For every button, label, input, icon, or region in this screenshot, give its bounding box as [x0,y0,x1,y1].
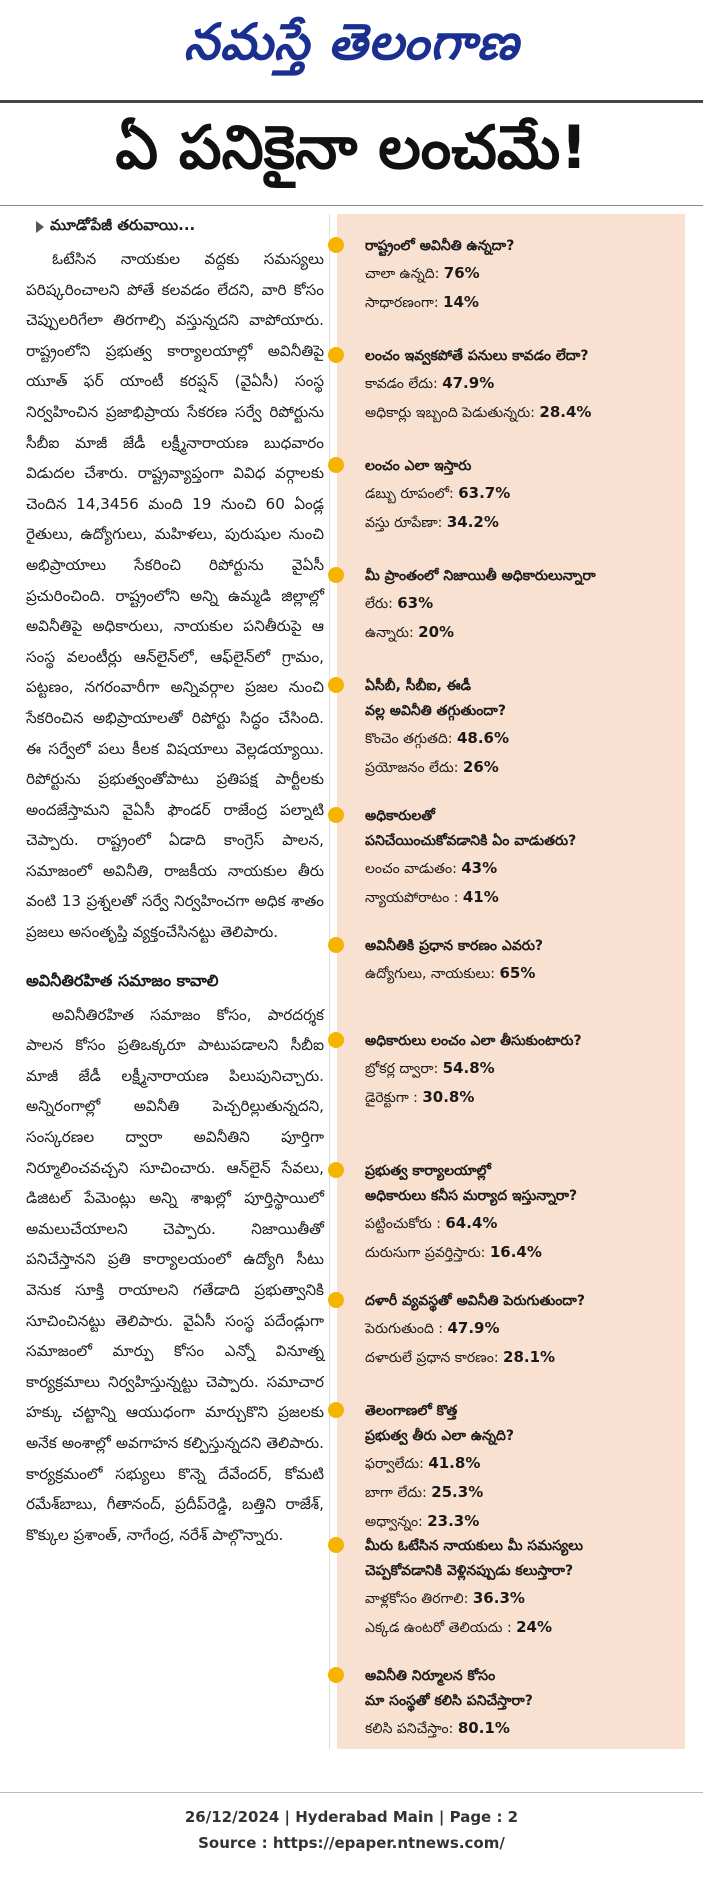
newspaper-logo: నమస్తే తెలంగాణ [183,11,520,71]
answer-percentage: 41.8% [428,1454,481,1472]
bullet-dot-icon [328,1162,344,1178]
survey-question: ప్రభుత్వ తీరు ఎలా ఉన్నది? [365,1428,515,1444]
answer-label: దురుసుగా ప్రవర్తిస్తారు: [365,1245,490,1261]
answer-percentage: 63.7% [458,484,511,502]
chevron-right-icon [36,221,44,233]
bullet-dot-icon [328,677,344,693]
survey-question: ఏసీబీ, సీబీఐ, ఈడీ [365,678,472,694]
survey-item [337,804,685,912]
survey-question: అధికారులతో [365,808,435,824]
bullet-dot-icon [328,1537,344,1553]
survey-answer [365,618,685,647]
survey-answer [365,369,685,398]
article-paragraph-2: అవినీతిరహిత సమాజం కోసం, పారదర్శక పాలన కోసం ప్రతిఒక్కరూ పాటుపడాలని సీబీఐ మాజీ జేడీ లక్ష్మీనారాయణ పిలుపునిచ్చారు. అన్నిరంగాల్లో అవినీతి పెచ్చరిల్లుతున్నదని, సంస్కరణల ద్వారా అవినీతిని పూర్తిగా నిర్మూలించవచ్చని సూచించారు. ఆన్‌లైన్ సేవలు, డిజిటల్ పేమెంట్లు అన్ని శాఖల్లో పూర్తిస్థాయిలో అమలుచేయాలని చెప్పారు. నిజాయితీతో పనిచేస్తానని ప్రతి కార్యాలయంలో ఉద్యోగి సీటు వెనుక సూక్తి రాయాలని గతేడాది ప్రభుత్వానికి సూచించినట్టు తెలిపారు. వైఏసీ సంస్థ పదేండ్లుగా సమాజంలో మార్పు కోసం ఎన్నో వినూత్న కార్యక్రమాలు నిర్వహిస్తున్నట్టు చెప్పారు. సమాచార హక్కు చట్టాన్ని ఆయుధంగా మార్చుకొని ప్రజలకు అనేక అంశాల్లో అవగాహన కల్పిస్తున్నదని తెలిపారు. కార్యక్రమంలో సభ్యులు కొన్నె దేవేందర్, కోమటి రమేశ్‌బాబు, గీతానంద్, ప్రదీప్‌రెడ్డి, బత్తిని రాజేశ్, కొక్కుల ప్రశాంత్, నాగేంద్ర, నరేశ్ పాల్గొన్నారు. [26,1005,324,1544]
answer-label: అధ్వాన్నం: [365,1514,428,1530]
survey-answer [365,1238,685,1267]
headline-rule [0,205,703,206]
survey-item [337,934,685,988]
survey-answer [365,1478,685,1507]
article-paragraph-1: ఓటేసిన నాయకుల వద్దకు సమస్యలు పరిష్కరించాలని పోతే కలవడం లేదని, వారి కోసం చెప్పులరిగేలా తిరగాల్సి వస్తున్నదని వాపోయారు. రాష్ట్రంలోని ప్రభుత్వ కార్యాలయాల్లో అవినీతిపై యూత్ ఫర్ యాంటీ కరప్షన్ (వైఏసీ) సంస్థ నిర్వహించిన ప్రజాభిప్రాయ సేకరణ సర్వే రిపోర్టును సీబీఐ మాజీ జేడీ లక్ష్మీనారాయణ బుధవారం విడుదల చేశారు. రాష్ట్రవ్యాప్తంగా వివిధ వర్గాలకు చెందిన 14,3456 మంది 19 నుంచి 60 ఏండ్ల రైతులు, ఉద్యోగులు, మహిళలు, పురుషుల నుంచి అభిప్రాయాలు సేకరించి రిపోర్టును వైఏసీ ప్రచురించింది. రాష్ట్రంలోని అన్ని ఉమ్మడి జిల్లాల్లో అవినీతిపై అధికారులు, నాయకుల పనితీరుపై ఆ సంస్థ వలంటీర్లు ఆన్‌లైన్‌లో, ఆఫ్‌లైన్‌లో గ్రామం, పట్టణం, నగరంవారీగా అన్నివర్గాల ప్రజల నుంచి సేకరించిన అభిప్రాయాలతో రిపోర్టు సిద్ధం చేసింది. ఈ సర్వేలో పలు కీలక విషయాలు వెల్లడయ్యాయి. రిపోర్టును ప్రభుత్వంతోపాటు ప్రతిపక్ష పార్టీలకు అందజేస్తామని వైఏసీ ఫౌండర్ రాజేంద్ర పల్నాటి చెప్పారు. రాష్ట్రంలో ఏడాది కాంగ్రెస్ పాలన, సమాజంలో అవినీతి, రాజకీయ నాయకుల తీరు వంటి 13 ప్రశ్నలతో సర్వే నిర్వహించగా అధిక శాతం ప్రజలు అసంతృప్తి వ్యక్తంచేసినట్టు తెలిపారు. [26,250,324,942]
answer-percentage: 28.4% [539,403,592,421]
answer-label: డబ్బు రూపంలో: [365,486,459,502]
survey-item [337,454,685,537]
survey-question: తెలంగాణలో కొత్త [365,1403,458,1419]
survey-item [337,234,685,317]
survey-answer [365,398,685,427]
answer-label: న్యాయపోరాటం : [365,890,463,906]
answer-label: కలిసి పనిచేస్తాం: [365,1721,458,1737]
answer-percentage: 23.3% [427,1512,480,1530]
survey-answer [365,288,685,317]
answer-label: పట్టించుకోరు : [365,1216,446,1232]
survey-question: ప్రభుత్వ కార్యాలయాల్లో [365,1163,491,1179]
bullet-dot-icon [328,1402,344,1418]
answer-percentage: 26% [462,758,499,776]
survey-question: పనిచేయించుకోవడానికి ఏం వాడుతరు? [365,833,577,849]
answer-label: లేరు: [365,596,398,612]
answer-percentage: 14% [443,293,479,311]
survey-question: అధికారులు కనీస మర్యాద ఇస్తున్నారా? [365,1188,578,1204]
answer-percentage: 34.2% [446,513,499,531]
answer-label: బాగా లేదు: [365,1485,432,1501]
answer-percentage: 80.1% [457,1719,510,1737]
survey-answer [365,1584,685,1613]
survey-question: మా సంస్థతో కలిసి పనిచేస్తారా? [365,1693,533,1709]
bullet-dot-icon [328,1292,344,1308]
answer-percentage: 16.4% [489,1243,542,1261]
answer-percentage: 76% [443,264,480,282]
answer-label: ఉద్యోగులు, నాయకులు: [365,966,500,982]
article-subheading: అవినీతిరహిత సమాజం కావాలి [26,970,219,990]
bullet-dot-icon [328,347,344,363]
footer-rule [0,1792,703,1793]
survey-item [337,1029,685,1112]
footer-dateline: 26/12/2024 | Hyderabad Main | Page : 2 [184,1808,519,1826]
survey-answer [365,854,685,883]
survey-answer [365,1209,685,1238]
header-rule [0,100,703,103]
answer-label: లంచం వాడుతం: [365,861,462,877]
survey-item [337,1399,685,1536]
answer-percentage: 65% [499,964,536,982]
survey-answer [365,1083,685,1112]
answer-percentage: 25.3% [431,1483,484,1501]
survey-answer [365,753,685,782]
survey-question: చెప్పకోవడానికి వెళ్లినప్పుడు కలుస్తారా? [365,1563,574,1579]
survey-answer [365,508,685,537]
survey-answer [365,259,685,288]
answer-label: వస్తు రూపేణా: [365,515,447,531]
answer-percentage: 41% [462,888,499,906]
survey-answer [365,1054,685,1083]
bullet-dot-icon [328,1032,344,1048]
survey-question: వల్ల అవినీతి తగ్గుతుందా? [365,703,506,719]
bullet-dot-icon [328,807,344,823]
survey-item [337,1664,685,1743]
answer-percentage: 54.8% [442,1059,495,1077]
survey-answer [365,724,685,753]
bullet-dot-icon [328,567,344,583]
bullet-dot-icon [328,937,344,953]
answer-label: వాళ్లకోసం తిరగాలి: [365,1591,473,1607]
survey-question: రాష్ట్రంలో అవినీతి ఉన్నదా? [365,238,515,254]
survey-answer [365,479,685,508]
survey-answer [365,1449,685,1478]
survey-answer [365,1507,685,1536]
column-divider [329,214,330,1749]
survey-answer [365,1714,685,1743]
survey-question: లంచం ఎలా ఇస్తారు [365,458,472,474]
answer-label: దళారులే ప్రధాన కారణం: [365,1350,504,1366]
survey-item [337,344,685,427]
answer-label: డైరెక్టుగా : [365,1090,423,1106]
answer-percentage: 48.6% [456,729,509,747]
answer-percentage: 24% [516,1618,553,1636]
answer-label: ఎక్కడ ఉంటరో తెలియదు : [365,1620,517,1636]
answer-label: ఫర్వాలేదు: [365,1456,429,1472]
survey-question: మీ ప్రాంతంలో నిజాయితీ అధికారులున్నారా [365,568,596,584]
survey-question: మీరు ఓటేసిన నాయకులు మీ సమస్యలు [365,1538,583,1554]
answer-label: కావడం లేదు: [365,376,443,392]
survey-item [337,1534,685,1642]
survey-item [337,1159,685,1267]
survey-item [337,674,685,782]
answer-label: ప్రయోజనం లేదు: [365,760,463,776]
survey-answer [365,1343,685,1372]
survey-answer [365,1314,685,1343]
answer-percentage: 63% [397,594,434,612]
answer-label: ఉన్నారు: [365,625,419,641]
answer-label: బ్రోకర్ల ద్వారా: [365,1061,443,1077]
answer-percentage: 47.9% [447,1319,500,1337]
continuation-label: మూడోపేజీ తరువాయి... [50,216,196,234]
article-body [26,216,324,1550]
survey-answer [365,589,685,618]
bullet-dot-icon [328,1667,344,1683]
bullet-dot-icon [328,237,344,253]
answer-label: సాధారణంగా: [365,295,444,311]
survey-item [337,564,685,647]
answer-label: కొంచెం తగ్గుతది: [365,731,457,747]
footer-source: Source : https://epaper.ntnews.com/ [198,1834,505,1852]
masthead [0,0,703,95]
bullet-dot-icon [328,457,344,473]
survey-question: లంచం ఇవ్వకపోతే పనులు కావడం లేదా? [365,348,589,364]
survey-answer [365,959,685,988]
survey-answer [365,883,685,912]
survey-item [337,1289,685,1372]
survey-answer [365,1613,685,1642]
continuation-note [36,216,324,238]
answer-percentage: 64.4% [445,1214,498,1232]
answer-label: చాలా ఉన్నది: [365,266,444,282]
answer-percentage: 36.3% [472,1589,525,1607]
survey-question: అధికారులు లంచం ఎలా తీసుకుంటారు? [365,1033,582,1049]
answer-label: అధికార్లు ఇబ్బంది పెడుతున్నరు: [365,405,540,421]
survey-question: దళారీ వ్యవస్థతో అవినీతి పెరుగుతుందా? [365,1293,585,1309]
answer-percentage: 43% [461,859,498,877]
headline: ఏ పనికైనా లంచమే! [115,113,588,183]
answer-percentage: 30.8% [422,1088,475,1106]
survey-question: అవినీతి నిర్మూలన కోసం [365,1668,496,1684]
survey-question: అవినీతికి ప్రధాన కారణం ఎవరు? [365,938,544,954]
answer-percentage: 20% [418,623,455,641]
answer-percentage: 47.9% [442,374,495,392]
answer-percentage: 28.1% [503,1348,556,1366]
survey-panel [337,214,685,1749]
answer-label: పెరుగుతుంది : [365,1321,448,1337]
